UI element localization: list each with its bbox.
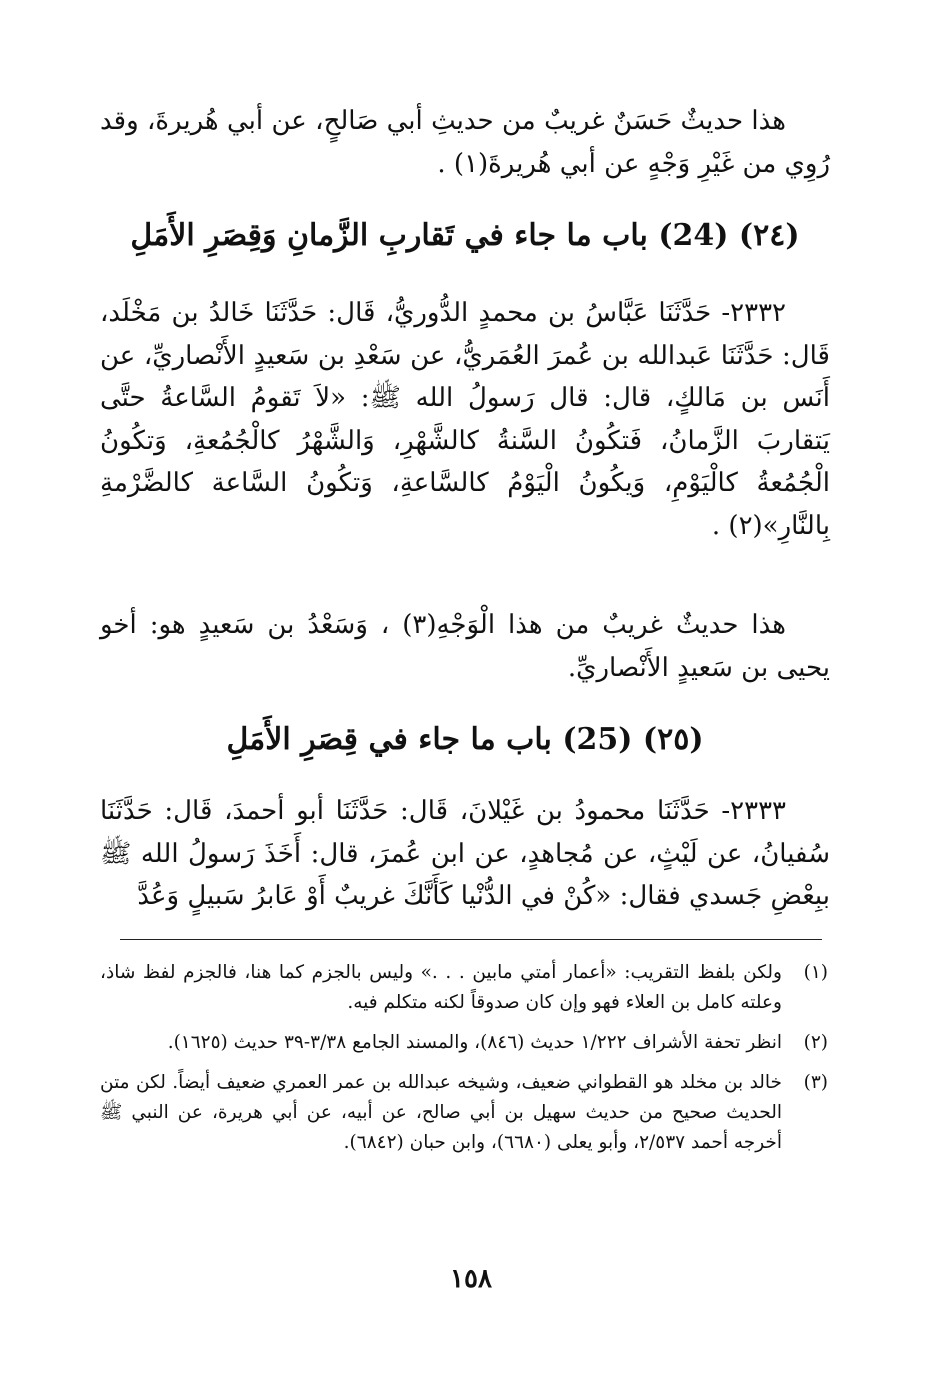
- paragraph-text: هذا حديثٌ حَسَنٌ غريبٌ من حديثِ أبي صَالحٍ، عن أبي هُريرةَ، وقد رُوِي من غَيْرِ وَجْهٍ عن أبي هُريرةَ(١) .: [100, 106, 830, 179]
- footnote-2: [100, 1028, 828, 1058]
- footnote-number: (٣): [803, 1072, 828, 1093]
- footnote-text: انظر تحفة الأشراف ١/٢٢٢ حديث (٨٤٦)، والمسند الجامع ٣/٣٨-٣٩ حديث (١٦٢٥).: [167, 1032, 782, 1053]
- page-number: ١٥٨: [450, 1264, 492, 1294]
- footnote-text: ولكن بلفظ التقريب: «أعمار أمتي مابين . . .» وليس بالجزم كما هنا، فالجزم لفظ شاذ، وعلته كامل بن العلاء فهو وإن كان صدوقاً لكنه متكلم فيه.: [100, 962, 782, 1013]
- hadith-text: ٢٣٣٣- حَدَّثَنَا محمودُ بن غَيْلانَ، قَال: حَدَّثَنَا أبو أحمدَ، قَال: حَدَّثَنَا سُفيانُ، عن لَيْثٍ، عن مُجاهدٍ، عن ابن عُمرَ، قال: أَخَذَ رَسولُ الله ﷺ ببِعْضِ جَسدي فقال: «كُنْ في الدُّنْيا كَأَنَّكَ غريبٌ أَوْ عَابرُ سَبيلٍ وَعُدَّ: [100, 796, 830, 911]
- footnote-text: خالد بن مخلد هو القطواني ضعيف، وشيخه عبدالله بن عمر العمري ضعيف أيضاً. لكن متن الحديث صحيح من حديث سهيل بن أبي صالح، عن أبيه، عن أبي هريرة، عن النبي ﷺ أخرجه أحمد ٢/٥٣٧، وأبو يعلى (٦٦٨٠)، وابن حبان (٦٨٤٢).: [100, 1072, 782, 1153]
- footnote-1: [100, 958, 828, 1018]
- paragraph-hadith-grading-2: [100, 604, 830, 689]
- hadith-2332: [100, 292, 830, 547]
- footnotes: [100, 958, 828, 1168]
- hadith-2333: [100, 790, 830, 918]
- footnote-separator: [120, 939, 822, 940]
- footnote-3: [100, 1068, 828, 1158]
- footnote-number: (٢): [803, 1032, 828, 1053]
- chapter-heading-24: (٢٤) (24) باب ما جاء في تَقاربِ الزَّمانِ وَقِصَرِ الأَمَلِ: [130, 218, 800, 253]
- hadith-text: ٢٣٣٢- حَدَّثَنَا عَبَّاسُ بن محمدٍ الدُّوريُّ، قَال: حَدَّثَنَا خَالدُ بن مَخْلَد، قَال: حَدَّثَنَا عَبدالله بن عُمرَ العُمَريُّ، عن سَعْدِ بن سَعيدٍ الأَنْصاريِّ، عن أَنَس بن مَالكٍ، قال: قال رَسولُ الله ﷺ: «لاَ تَقومُ السَّاعةُ حتَّى يَتقاربَ الزَّمانُ، فَتكُونُ السَّنةُ كالشَّهْرِ، وَالشَّهْرُ كالْجُمُعةِ، وَتكُونُ الْجُمُعةُ كالْيَوْمِ، وَيكُونُ الْيَوْمُ كالسَّاعةِ، وَتكُونُ السَّاعة كالضَّرْمةِ بِالنَّارِ»(٢) .: [100, 298, 830, 541]
- paragraph-hadith-grading-1: [100, 100, 830, 185]
- chapter-heading-25: (٢٥) (25) باب ما جاء في قِصَرِ الأَمَلِ: [226, 722, 704, 757]
- footnote-number: (١): [803, 962, 828, 983]
- paragraph-text: هذا حديثٌ غريبٌ من هذا الْوَجْهِ(٣) ، وَسَعْدُ بن سَعيدٍ هو: أخو يحيى بن سَعيدٍ الأَنْصاريِّ.: [100, 610, 830, 683]
